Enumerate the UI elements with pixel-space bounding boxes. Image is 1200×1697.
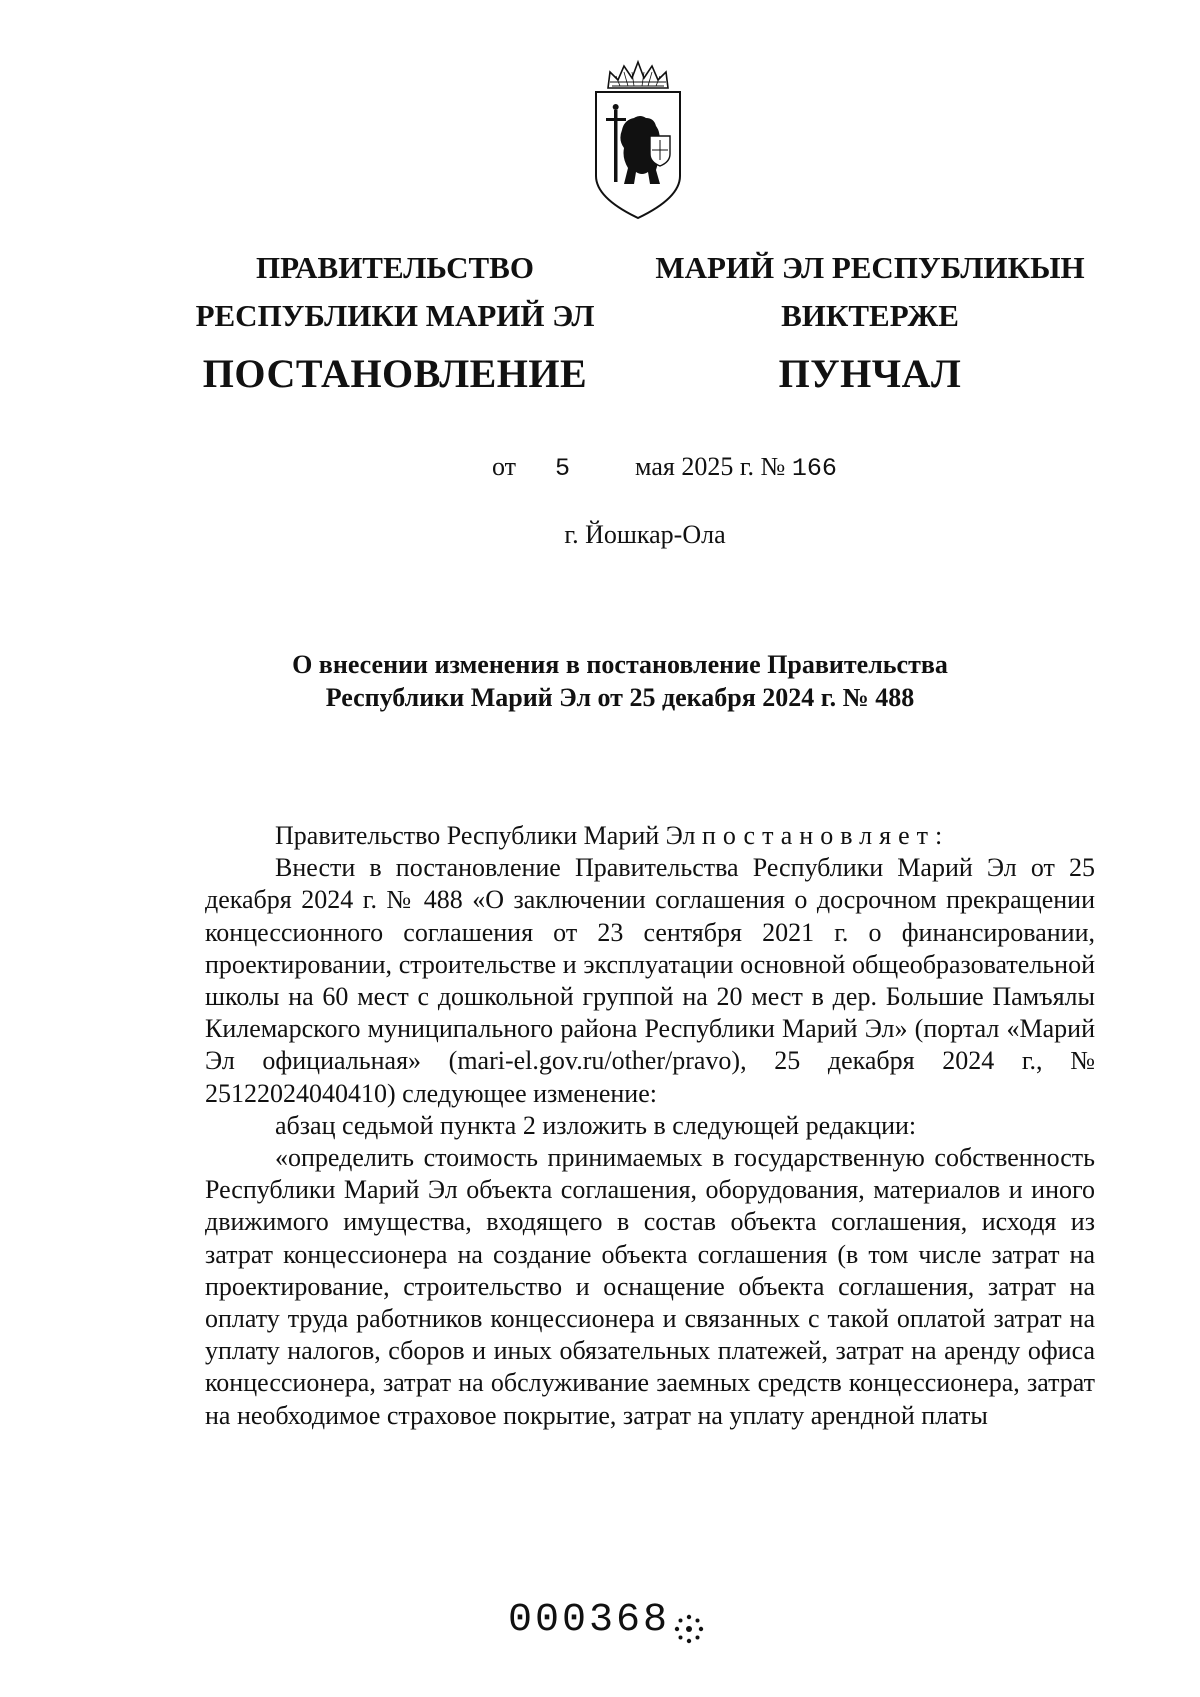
date-month-year: мая 2025 г. № [635,452,786,481]
title-line2: Республики Марий Эл от 25 декабря 2024 г. № 488 [325,683,915,712]
paragraph-resolve [205,820,1095,852]
document-body [205,820,1095,1432]
resolve-verb: постановляет: [701,821,950,850]
doc-number: 166 [791,454,837,483]
header-right [645,244,1095,402]
document-title [180,648,1060,714]
gov-name-line2: РЕСПУБЛИКИ МАРИЙ ЭЛ [195,298,595,333]
coat-of-arms-emblem [588,58,688,228]
date-day: 5 [555,454,571,483]
doc-type-ru: ПОСТАНОВЛЕНИЕ [202,351,588,396]
gov-name-mari-line2: ВИКТЕРЖЕ [781,298,959,333]
doc-type-mari: ПУНЧАЛ [778,351,962,396]
footer-serial: 000368 [508,1598,671,1643]
resolve-lead: Правительство Республики Марий Эл [275,821,696,850]
paragraph-amendment: Внести в постановление Правительства Республики Марий Эл от 25 декабря 2024 г. № 488 «О заключении соглашения о досрочном прекращении концессионного соглашения от 23 сентября 2021 г. о финансировании, проектировании, строительстве и эксплуатации основной общеобразовательной школы на 60 мест с дошкольной группой на 20 мест в дер. Большие Памъялы Килемарского муниципального района Республики Марий Эл» (портал «Марий Эл официальная» (mari-el.gov.ru/other/pravo), 25 декабря 2024 г., № 25122024040410) следующее изменение: [205,853,1095,1108]
title-line1: О внесении изменения в постановление Правительства [292,650,948,679]
header-left [185,244,605,402]
gov-name-line1: ПРАВИТЕЛЬСТВО [256,250,534,285]
date-line [492,452,837,483]
paragraph-new-wording: «определить стоимость принимаемых в государственную собственность Республики Марий Эл объекта соглашения, оборудования, материалов и иного движимого имущества, входящего в состав объекта соглашения, исходя из затрат концессионера на создание объекта соглашения (в том числе затрат на проектирование, строительство и оснащение объекта соглашения, затрат на оплату труда работников концессионера и связанных с такой оплатой затрат на уплату налогов, сборов и иных обязательных платежей, затрат на аренду офиса концессионера, затрат на обслуживание заемных средств концессионера, затрат на необходимое страховое покрытие, затрат на уплату арендной платы [205,1143,1095,1430]
paragraph-instruction: абзац седьмой пункта 2 изложить в следующей редакции: [275,1110,917,1140]
footer-ornament-icon [672,1612,706,1646]
date-prefix: от [492,452,517,481]
gov-name-mari-line1: МАРИЙ ЭЛ РЕСПУБЛИКЫН [655,250,1085,285]
city: г. Йошкар-Ола [564,520,726,549]
